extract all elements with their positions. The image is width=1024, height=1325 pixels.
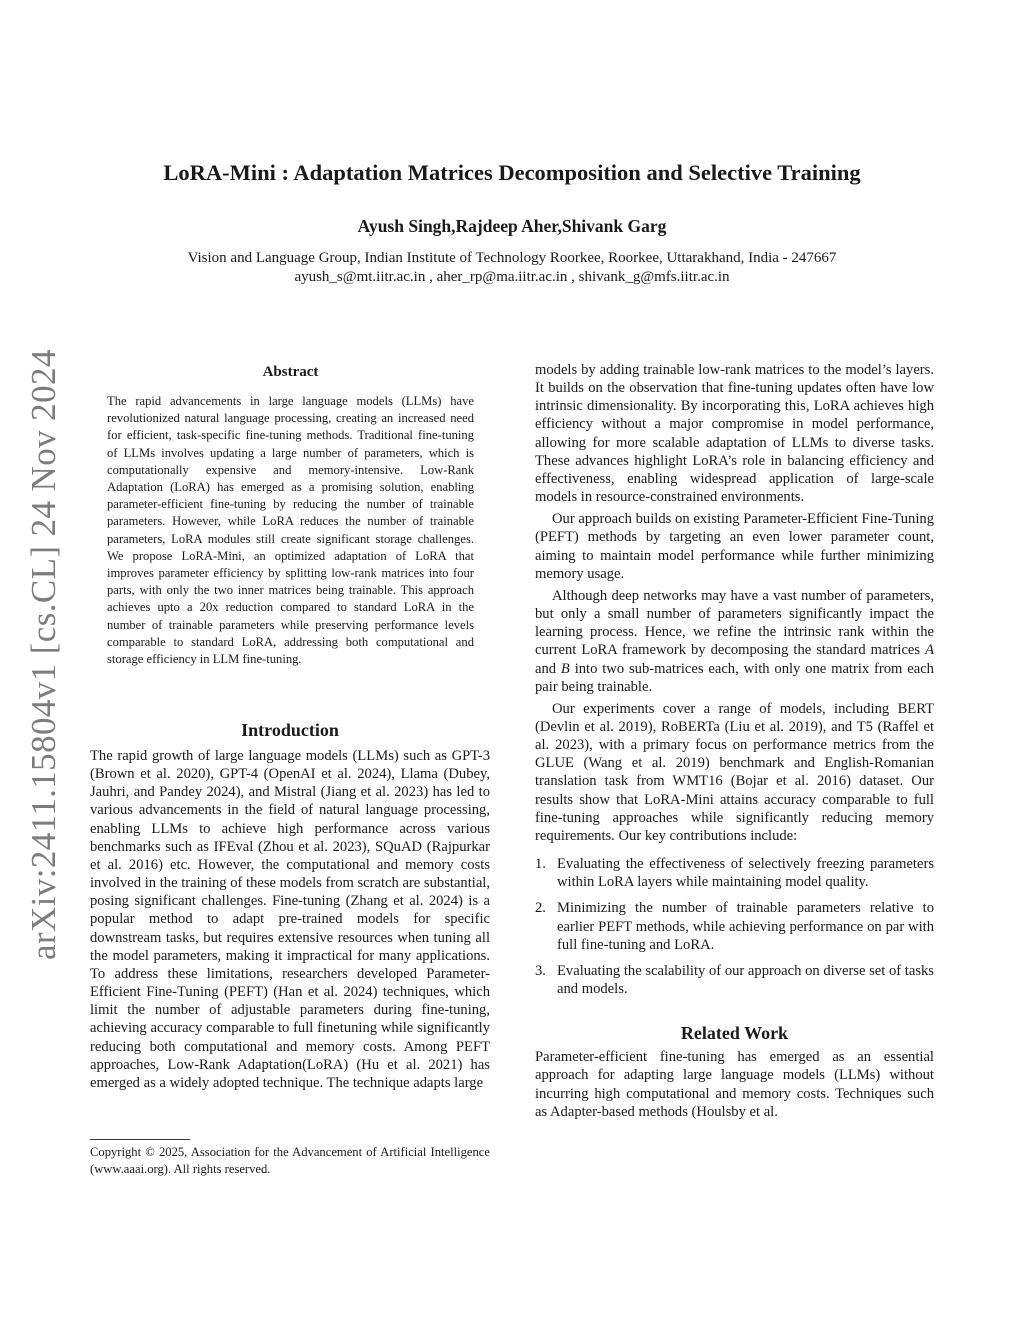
footnote-rule	[90, 1139, 190, 1140]
affiliation-block	[0, 249, 1024, 287]
related-work-paragraph: Parameter-efficient fine-tuning has emerged as an essential approach for adapting large language models (LLMs) without incurring high computational and memory costs. Techniques such as Adapter-based methods (Houlsby et al.	[535, 1049, 934, 1120]
introduction-heading: Introduction	[241, 720, 339, 740]
approach-paragraph: Our approach builds on existing Parameter-Efficient Fine-Tuning (PEFT) methods by targeting an even lower parameter count, aiming to maintain model performance while further minimizing memory usage.	[535, 511, 934, 582]
arxiv-identifier: arXiv:2411.15804v1 [cs.CL] 24 Nov 2024	[24, 349, 63, 960]
rank-text-end: into two sub-matrices each, with only one matrix from each pair being trainable.	[535, 660, 934, 695]
list-item-text: Evaluating the effectiveness of selectively freezing parameters within LoRA layers while maintaining model quality.	[557, 856, 934, 891]
contributions-list	[535, 855, 934, 998]
rank-refinement-paragraph	[535, 587, 934, 696]
author-list: Ayush Singh,Rajdeep Aher,Shivank Garg	[357, 216, 667, 236]
rank-text-start: Although deep networks may have a vast number of parameters, but only a small number of parameters significantly impact the learning process. Hence, we refine the intrinsic rank within the current LoRA framework by decomposing the standard matrices	[535, 587, 934, 659]
list-item	[535, 855, 934, 891]
list-item-number: 2.	[535, 900, 546, 917]
lora-overview-paragraph: models by adding trainable low-rank matrices to the model’s layers. It builds on the observation that fine-tuning updates often have low intrinsic dimensionality. By incorporating this, LoRA achieves high efficiency without a major compromise in model performance, allowing for more scalable adaptation of LLMs to diverse tasks. These advances highlight LoRA’s role in balancing efficiency and effectiveness, enabling widespread application of large-scale models in resource-constrained environments.	[535, 362, 934, 506]
abstract-text: The rapid advancements in large language models (LLMs) have revolutionized natural language processing, creating an increased need for efficient, task-specific fine-tuning methods. Traditional fine-tuning of LLMs involves updating a large number of parameters, which is computationally expensive and memory-intensive. Low-Rank Adaptation (LoRA) has emerged as a promising solution, enabling parameter-efficient fine-tuning by reducing the number of trainable parameters. However, while LoRA reduces the number of trainable parameters, LoRA modules still create significant storage challenges. We propose LoRA-Mini, an optimized adaptation of LoRA that improves parameter efficiency by splitting low-rank matrices into four parts, with only the two inner matrices being trainable. This approach achieves upto a 20x reduction compared to standard LoRA in the number of trainable parameters while preserving performance levels comparable to standard LoRA, addressing both computational and storage efficiency in LLM fine-tuning.	[107, 394, 474, 667]
affiliation-text: Vision and Language Group, Indian Institute of Technology Roorkee, Roorkee, Uttarakhand, India - 247667	[187, 250, 837, 266]
matrix-a-symbol: A	[925, 642, 934, 659]
right-column	[535, 361, 934, 1121]
matrix-b-symbol: B	[560, 660, 570, 677]
list-item-text: Evaluating the scalability of our approach on diverse set of tasks and models.	[557, 962, 934, 997]
rank-text-and: and	[535, 660, 561, 677]
list-item-text: Minimizing the number of trainable parameters relative to earlier PEFT methods, while achieving performance on par with full fine-tuning and LoRA.	[557, 900, 934, 953]
list-item	[535, 899, 934, 953]
introduction-paragraph: The rapid growth of large language models (LLMs) such as GPT-3 (Brown et al. 2020), GPT-4 (OpenAI et al. 2024), Llama (Dubey, Jauhri, and Pandey 2024), and Mistral (Jiang et al. 2023) has led to various advancements in the field of natural language processing, enabling LLMs to achieve high performance across various benchmarks such as IFEval (Zhou et al. 2023), SQuAD (Rajpurkar et al. 2016) etc. However, the computational and memory costs involved in the training of these models from scratch are substantial, posing significant challenges. Fine-tuning (Zhang et al. 2024) is a popular method to adapt pre-trained models for specific downstream tasks, but requires extensive resources when tuning all the model parameters, making it impractical for many applications. To address these limitations, researchers developed Parameter-Efficient Fine-Tuning (PEFT) (Han et al. 2024) techniques, which limit the number of adjustable parameters during fine-tuning, achieving accuracy comparable to full finetuning while significantly reducing both computational and memory costs. Among PEFT approaches, Low-Rank Adaptation(LoRA) (Hu et al. 2021) has emerged as a widely adopted technique. The technique adapts large	[90, 748, 491, 1091]
list-item	[535, 962, 934, 998]
list-item-number: 3.	[535, 962, 546, 979]
author-emails: ayush_s@mt.iitr.ac.in , aher_rp@ma.iitr.ac.in , shivank_g@mfs.iitr.ac.in	[294, 269, 730, 285]
introduction-body	[90, 747, 490, 1092]
experiments-paragraph: Our experiments cover a range of models, including BERT (Devlin et al. 2019), RoBERTa (Liu et al. 2019), and T5 (Raffel et al. 2023), with a primary focus on performance metrics from the GLUE (Wang et al. 2019) benchmark and English-Romanian translation task from WMT16 (Bojar et al. 2016) dataset. Our results show that LoRA-Mini attains accuracy comparable to full fine-tuning approaches while significantly reducing memory requirements. Our key contributions include:	[535, 700, 934, 844]
related-work-heading: Related Work	[680, 1023, 789, 1044]
list-item-number: 1.	[535, 856, 546, 873]
paper-title: LoRA-Mini : Adaptation Matrices Decomposition and Selective Training	[163, 160, 861, 185]
copyright-footnote: Copyright © 2025, Association for the Advancement of Artificial Intelligence (www.aaai.org). All rights reserved.	[90, 1145, 490, 1176]
abstract-heading: Abstract	[262, 364, 319, 380]
